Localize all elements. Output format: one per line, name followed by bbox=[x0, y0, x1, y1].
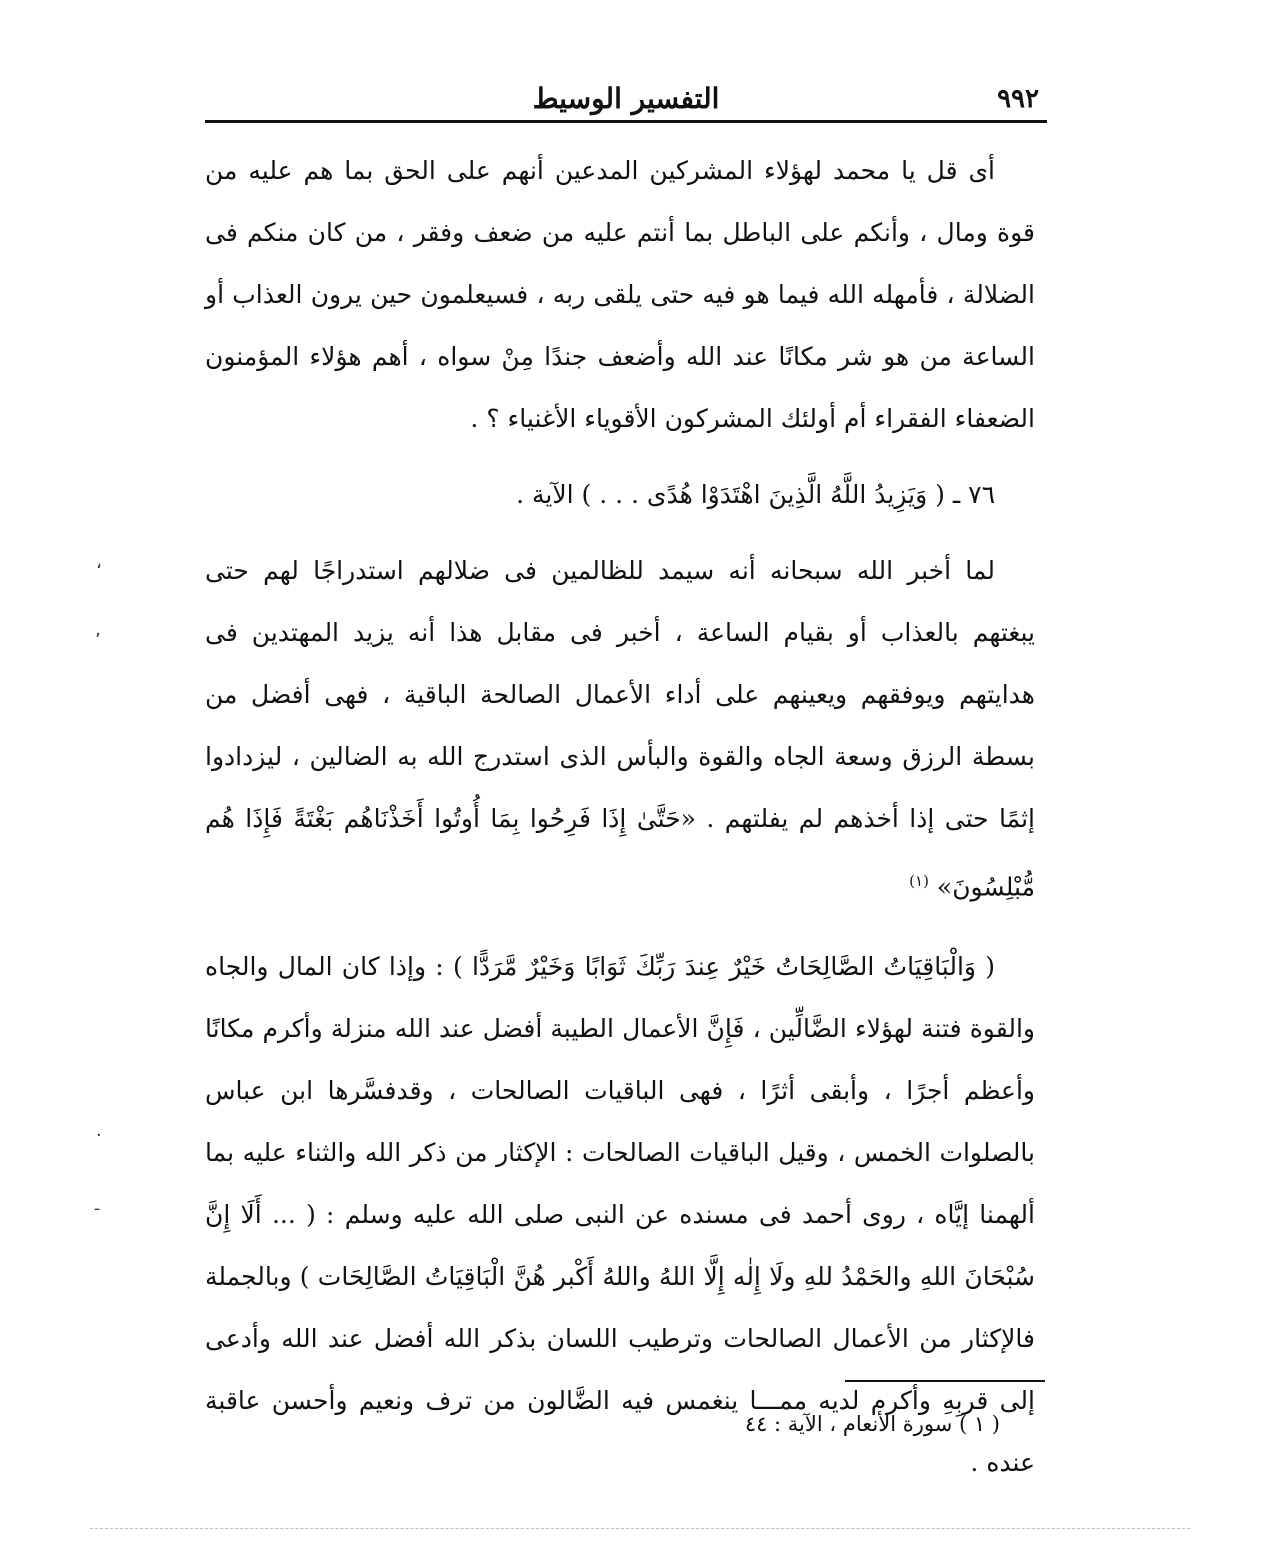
paragraph-1: أى قل يا محمد لهؤلاء المشركين المدعين أنهم على الحق بما هم عليه من قوة ومال ، وأنكم على الباطل بما أنتم عليه من ضعف وفقر ، من كان منكم فى الضلالة ، فأمهله الله فيما هو فيه حتى يلقى ربه ، فسيعلمون حين يرون العذاب أو الساعة من هو شر مكانًا عند الله وأضعف جندًا مِنْ سواه ، أهم هؤلاء المؤمنون الضعفاء الفقراء أم أولئك المشركون الأقوياء الأغنياء ؟ . bbox=[205, 156, 1035, 433]
margin-speck: - bbox=[94, 1198, 101, 1219]
running-title: التفسير الوسيط bbox=[532, 82, 720, 115]
paragraph-2-text: لما أخبر الله سبحانه أنه سيمد للظالمين فى ضلالهم استدراجًا لهم حتى يبغتهم بالعذاب أو بقيام الساعة ، أخبر فى مقابل هذا أنه يزيد المهتدين فى هدايتهم ويوفقهم ويعينهم على أداء الأعمال الصالحة الباقية ، فهى أفضل من بسطة الرزق وسعة الجاه والقوة والبأس الذى استدرج الله به الضالين ، ليزدادوا إثمًا حتى إذا أخذهم لم يفلتهم . «حَتَّىٰ إِذَا فَرِحُوا بِمَا أُوتُوا أَخَذْنَاهُم بَغْتَةً فَإِذَا هُم مُّبْلِسُونَ» bbox=[205, 556, 1035, 902]
page-number: ٩٩٢ bbox=[997, 84, 1039, 114]
scan-edge-line bbox=[90, 1528, 1190, 1529]
body-text bbox=[205, 140, 1035, 1494]
footnote: ( ١ ) سورة الأنعام ، الآية : ٤٤ bbox=[744, 1412, 1000, 1436]
margin-speck: · bbox=[96, 1125, 102, 1146]
footnote-rule bbox=[845, 1380, 1045, 1382]
margin-speck: ، bbox=[96, 552, 102, 573]
header-rule bbox=[205, 120, 1047, 123]
paragraph-3: ( وَالْبَاقِيَاتُ الصَّالِحَاتُ خَيْرٌ عِندَ رَبِّكَ ثَوَابًا وَخَيْرٌ مَّرَدًّا ) : وإذا كان المال والجاه والقوة فتنة لهؤلاء الضَّالِّين ، فَإِنَّ الأعمال الطيبة أفضل عند الله منزلة وأكرم مكانًا وأعظم أجرًا ، وأبقى أثرًا ، فهى الباقيات الصالحات ، وقدفسَّرها ابن عباس بالصلوات الخمس ، وقيل الباقيات الصالحات : الإكثار من ذكر الله والثناء عليه بما ألهمنا إيَّاه ، روى أحمد فى مسنده عن النبى صلى الله عليه وسلم : ( ... أَلَا إِنَّ سُبْحَانَ اللهِ والحَمْدُ للهِ ولَا إِلٰه إِلَّا اللهُ واللهُ أَكْبر هُنَّ الْبَاقِيَاتُ الصَّالِحَات ) وبالجملة فالإكثار من الأعمال الصالحات وترطيب اللسان بذكر الله أفضل عند الله وأدعى إلى قربِهِ وأكرم لديه ممـــا ينغمس فيه الضَّالون من ترف ونعيم وأحسن عاقبة عنده . bbox=[205, 952, 1035, 1478]
page-header bbox=[205, 78, 1047, 118]
footnote-reference: (١) bbox=[909, 872, 929, 890]
margin-speck: ٬ bbox=[95, 630, 101, 651]
paragraph-2 bbox=[205, 540, 1035, 918]
verse-heading: ٧٦ ـ ( وَيَزِيدُ اللَّهُ الَّذِينَ اهْتَدَوْا هُدًى . . . ) الآية . bbox=[516, 480, 995, 509]
